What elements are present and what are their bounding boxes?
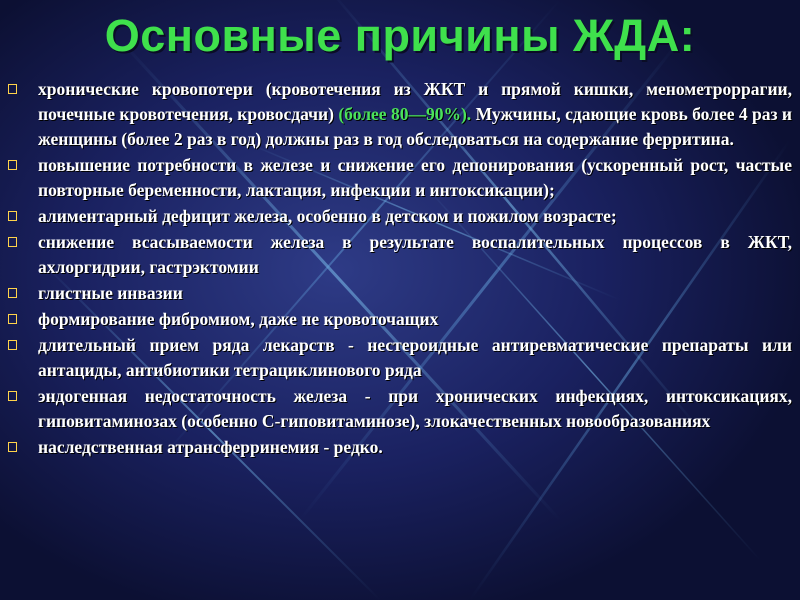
list-item	[8, 230, 792, 280]
list-item	[8, 77, 792, 152]
square-bullet-icon	[8, 314, 17, 324]
bullet-text: наследственная атрансферринемия - редко.	[38, 437, 383, 457]
square-bullet-icon	[8, 160, 17, 170]
square-bullet-icon	[8, 84, 17, 94]
bullet-text: снижение всасываемости железа в результате воспалительных процессов в ЖКТ, ахлоргидрии, гастрэктомии	[38, 232, 792, 277]
bullet-text: хронические кровопотери (кровотечения из ЖКТ и прямой кишки, менометроррагии, почечные кровотечения, кровосдачи)	[38, 79, 792, 124]
square-bullet-icon	[8, 237, 17, 247]
square-bullet-icon	[8, 288, 17, 298]
list-item	[8, 384, 792, 434]
square-bullet-icon	[8, 211, 17, 221]
list-item	[8, 333, 792, 383]
square-bullet-icon	[8, 391, 17, 401]
list-item	[8, 204, 792, 229]
bullet-text: повышение потребности в железе и снижение его депонирования (ускоренный рост, частые повторные беременности, лактация, инфекции и интоксикации);	[38, 155, 792, 200]
list-item	[8, 307, 792, 332]
bullet-highlight-percent: (более 80—90%).	[338, 104, 472, 124]
bullet-list	[8, 77, 792, 461]
list-item	[8, 435, 792, 460]
list-item	[8, 153, 792, 203]
bullet-text: Мужчины, сдающие кровь более 4 раз и женщины (более 2 раз в год) должны раз в год обследоваться на содержание ферритина.	[38, 104, 793, 149]
list-item	[8, 281, 792, 306]
bullet-text: алиментарный дефицит железа, особенно в детском и пожилом возрасте;	[38, 206, 617, 226]
square-bullet-icon	[8, 340, 17, 350]
bullet-text: эндогенная недостаточность железа - при хронических инфекциях, интоксикациях, гиповитаминозах (особенно С-гиповитаминозе), злокачественных новообразованиях	[38, 386, 792, 431]
slide-title: Основные причины ЖДА:	[104, 10, 696, 61]
square-bullet-icon	[8, 442, 17, 452]
bullet-text: глистные инвазии	[38, 283, 183, 303]
bullet-text: длительный прием ряда лекарств - нестероидные антиревматические препараты или антациды, антибиотики тетрациклинового ряда	[38, 335, 792, 380]
bullet-text: формирование фибромиом, даже не кровоточащих	[38, 309, 439, 329]
